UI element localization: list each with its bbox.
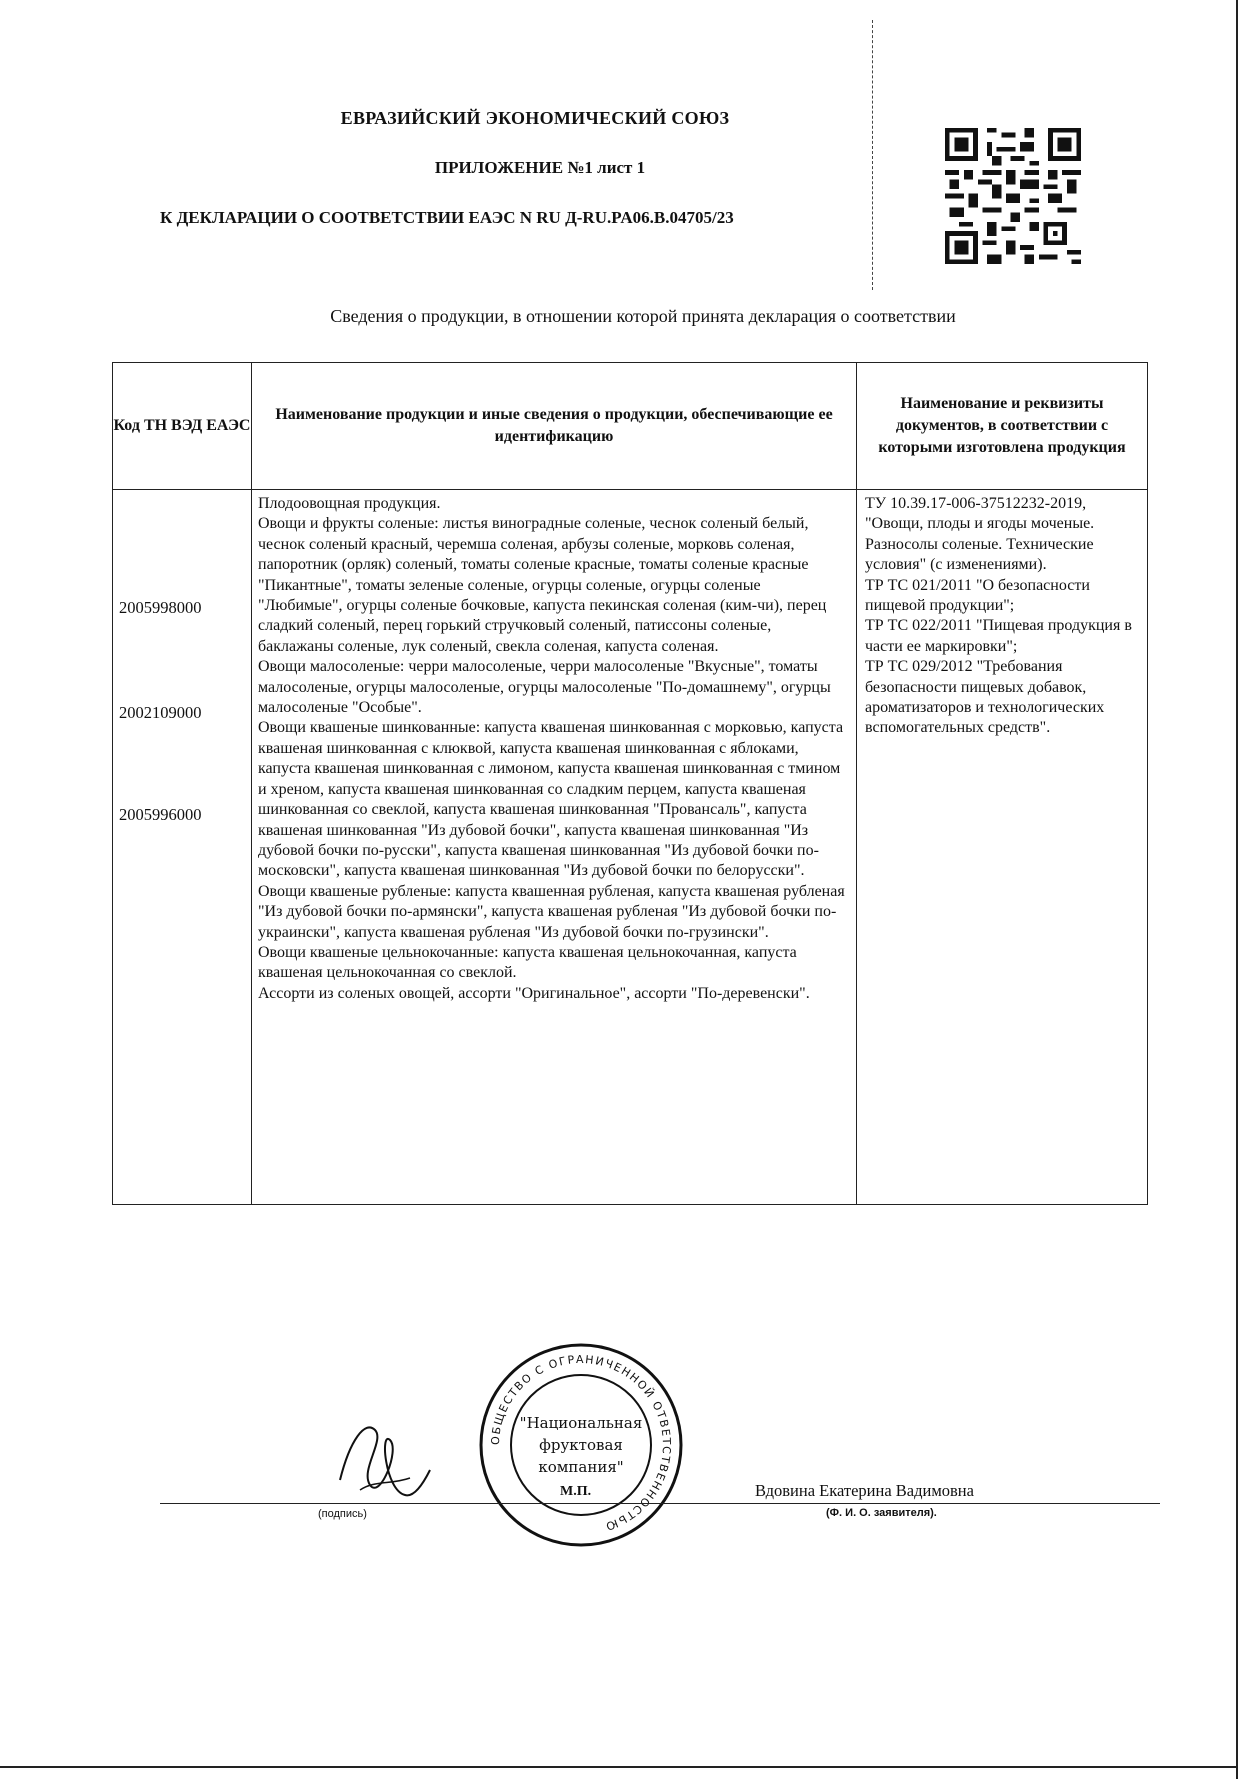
mp-label: М.П. xyxy=(560,1484,592,1499)
margin-dashed-line xyxy=(872,20,873,290)
stamp-line: фруктовая xyxy=(539,1436,623,1454)
applicant-name: Вдовина Екатерина Вадимовна xyxy=(755,1481,974,1500)
hs-code: 2002109000 xyxy=(119,703,202,722)
documents-cell xyxy=(857,490,1148,1205)
signature-label: (подпись) xyxy=(318,1508,367,1520)
stamp-line: компания" xyxy=(538,1458,624,1476)
product-paragraph: Овощи малосоленые: черри малосоленые, черри малосоленые "Вкусные", томаты малосоленые, огурцы малосоленые, огурцы малосоленые "По-домашнему", огурцы малосоленые "Особые". xyxy=(258,658,831,717)
appendix-title: ПРИЛОЖЕНИЕ №1 лист 1 xyxy=(434,158,646,177)
signature-icon xyxy=(330,1410,440,1510)
product-paragraph: Плодоовощная продукция. xyxy=(258,495,441,512)
product-paragraph: Ассорти из соленых овощей, ассорти "Оригинальное", ассорти "По-деревенски". xyxy=(258,984,810,1002)
products-table xyxy=(112,362,1148,1205)
product-paragraph: Овощи и фрукты соленые: листья виноградные соленые, чеснок соленый белый, чеснок соленый красный, черемша соленая, арбузы соленые, морковь соленая, папоротник (орляк) соленый, томаты соленые красные, томаты соленые красные "Пикантные", томаты зеленые соленые, огурцы соленые, огурцы соленые "Любимые", огурцы соленые бочковые, капуста пекинская соленая (ким-чи), перец сладкий соленый, перец горький стручковый соленый, патиссоны соленые, баклажаны соленые, лук соленый, свекла соленая, капуста соленая. xyxy=(258,515,827,655)
fio-label: (Ф. И. О. заявителя). xyxy=(826,1507,937,1519)
document-paragraph: ТР ТС 029/2012 "Требования безопасности пищевых добавок, ароматизаторов и технологических вспомогательных средств". xyxy=(865,658,1105,737)
table-row xyxy=(113,490,1148,1205)
company-stamp xyxy=(476,1340,686,1550)
document-paragraph: ТУ 10.39.17-006-37512232-2019, "Овощи, плоды и ягоды моченые. Разносолы соленые. Технические условия" (с изменениями). xyxy=(865,495,1095,574)
union-title: ЕВРАЗИЙСКИЙ ЭКОНОМИЧЕСКИЙ СОЮЗ xyxy=(340,108,730,128)
stamp-ring-text: ОБЩЕСТВО С ОГРАНИЧЕННОЙ ОТВЕТСТВЕННОСТЬЮ xyxy=(488,1352,674,1534)
header-name: Наименование продукции и иные сведения о продукции, обеспечивающие ее идентификацию xyxy=(252,363,857,490)
header-docs: Наименование и реквизиты документов, в соответствии с которыми изготовлена продукция xyxy=(857,363,1148,490)
codes-cell xyxy=(113,490,252,1205)
qr-code-icon xyxy=(945,128,1081,264)
page-border-bottom xyxy=(0,1766,1238,1768)
product-paragraph: Овощи квашеные рубленые: капуста квашенная рубленая, капуста квашеная рубленая "Из дубовой бочки по-армянски", капуста квашеная рубленая "Из дубовой бочки по-украински", капуста квашеная рубленая "Из дубовой бочки по-грузински". xyxy=(258,882,845,941)
hs-code: 2005996000 xyxy=(119,805,202,824)
products-subtitle: Сведения о продукции, в отношении которой принята декларация о соответствии xyxy=(330,306,956,326)
product-paragraph: Овощи квашеные цельнокочанные: капуста квашеная цельнокочанная, капуста квашеная цельнокочанная со свеклой. xyxy=(258,943,797,982)
hs-code: 2005998000 xyxy=(119,598,202,617)
signature-line xyxy=(160,1503,1160,1504)
product-paragraph: Овощи квашеные шинкованные: капуста квашеная шинкованная с морковью, капуста квашеная шинкованная с клюквой, капуста квашеная шинкованная с яблоками, капуста квашеная шинкованная с лимоном, капуста квашеная шинкованная с тмином и хреном, капуста квашеная шинкованная со сладким перцем, капуста квашеная шинкованная со свеклой, капуста квашеная шинкованная "Провансаль", капуста квашеная шинкованная "Из дубовой бочки", капуста квашеная шинкованная "Из дубовой бочки по-русски", капуста квашеная шинкованная "Из дубовой бочки по-московски", капуста квашеная шинкованная "Из дубовой бочки по белорусски". xyxy=(258,719,844,880)
document-paragraph: ТР ТС 021/2011 "О безопасности пищевой продукции"; xyxy=(865,576,1090,615)
document-paragraph: ТР ТС 022/2011 "Пищевая продукция в части ее маркировки"; xyxy=(865,617,1132,655)
stamp-line: "Национальная xyxy=(519,1414,643,1432)
declaration-title: К ДЕКЛАРАЦИИ О СООТВЕТСТВИИ ЕАЭС N RU Д-RU.PA06.B.04705/23 xyxy=(160,208,734,227)
product-names-cell xyxy=(252,490,857,1205)
table-header-row xyxy=(113,363,1148,490)
header-code: Код ТН ВЭД ЕАЭС xyxy=(113,363,252,490)
page-border-right xyxy=(1236,0,1238,1779)
